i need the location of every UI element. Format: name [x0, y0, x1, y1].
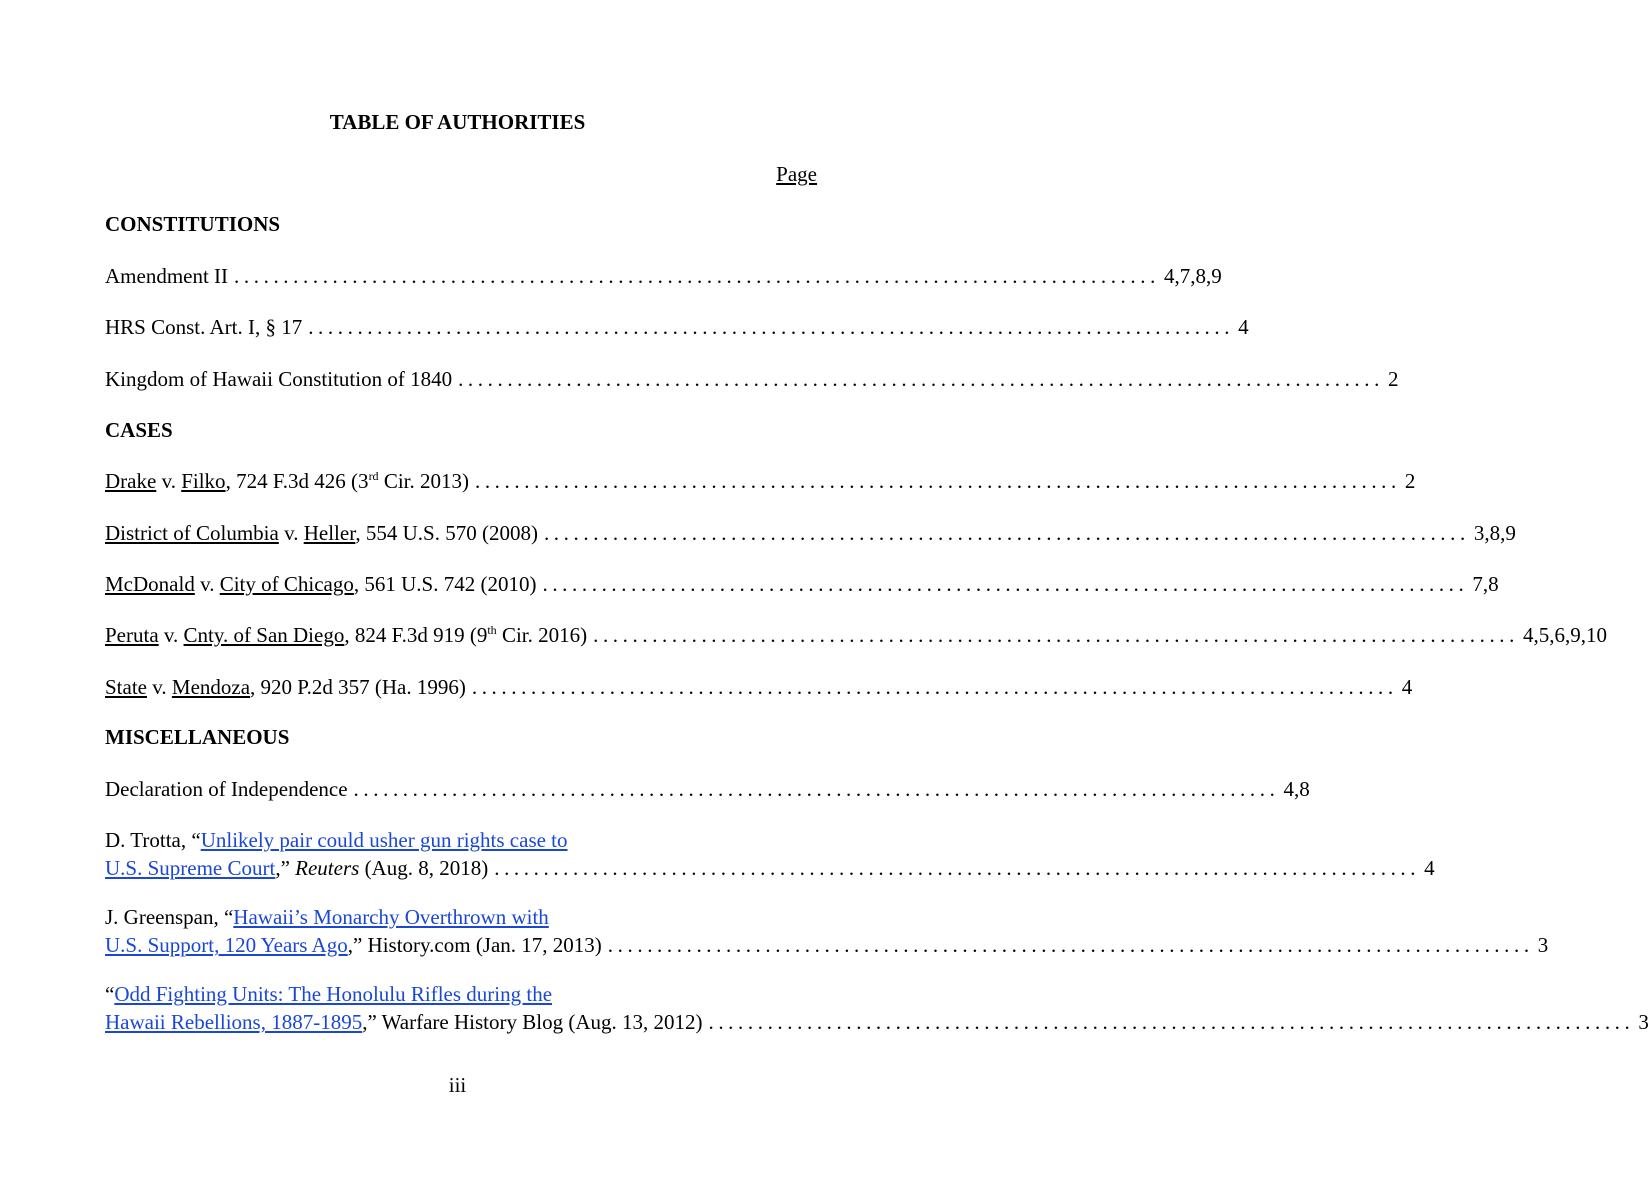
- dot-leader: ..............................................................................................: [458, 367, 1384, 391]
- ordinal-suffix: rd: [368, 469, 379, 483]
- versus: v.: [163, 623, 179, 647]
- article-link[interactable]: U.S. Support, 120 Years Ago: [105, 933, 348, 957]
- authority-text: Kingdom of Hawaii Constitution of 1840: [105, 367, 453, 391]
- article-link[interactable]: Unlikely pair could usher gun rights case to: [200, 828, 568, 852]
- open-quote: “: [105, 982, 115, 1006]
- publication-info: ,” Warfare History Blog (Aug. 13, 2012): [362, 1010, 703, 1034]
- page-reference: 2: [1404, 469, 1416, 493]
- article-author: J. Greenspan, “: [105, 905, 234, 929]
- article-author: D. Trotta, “: [105, 828, 201, 852]
- party-name: Mendoza: [171, 675, 251, 699]
- page-reference: 3: [1638, 1010, 1649, 1034]
- page-reference: 4,7,8,9: [1163, 264, 1222, 288]
- party-name: Heller: [303, 521, 356, 545]
- case-citation: [105, 570, 536, 598]
- section-heading-miscellaneous: MISCELLANEOUS: [105, 725, 290, 749]
- case-entry: [105, 467, 1416, 495]
- authority-text: Amendment II: [105, 264, 229, 288]
- party-name: District of Columbia: [105, 521, 279, 545]
- case-citation: [105, 673, 466, 701]
- page-reference: 3,8,9: [1473, 521, 1516, 545]
- article-link[interactable]: Hawaii Rebellions, 1887-1895: [105, 1010, 363, 1034]
- dot-leader: ..............................................................................................: [593, 623, 1520, 647]
- party-name: Peruta: [105, 623, 159, 647]
- versus: v.: [284, 521, 299, 545]
- dot-leader: ..............................................................................................: [607, 933, 1534, 957]
- court-year: Cir. 2016): [496, 623, 588, 647]
- reporter-cite: , 554 U.S. 570 (2008): [355, 521, 538, 545]
- party-name: McDonald: [105, 572, 195, 596]
- citation-punctuation: ,”: [275, 856, 296, 880]
- page-reference: 4,5,6,9,10: [1523, 623, 1608, 647]
- page-reference: 2: [1387, 367, 1399, 391]
- party-name: State: [105, 675, 147, 699]
- authority-entry: [105, 775, 1310, 803]
- versus: v.: [161, 469, 176, 493]
- dot-leader: ..............................................................................................: [474, 469, 1401, 493]
- authority-text: Declaration of Independence: [105, 777, 348, 801]
- party-name: Cnty. of San Diego: [183, 623, 345, 647]
- case-citation: [105, 519, 538, 547]
- reporter-cite: , 561 U.S. 742 (2010): [353, 572, 537, 596]
- versus: v.: [152, 675, 167, 699]
- dot-leader: ..............................................................................................: [543, 521, 1470, 545]
- page-reference: 4: [1401, 675, 1413, 699]
- case-entry: [105, 570, 1499, 598]
- reporter-cite: , 920 P.2d 357 (Ha. 1996): [250, 675, 466, 699]
- document-title: TABLE OF AUTHORITIES: [329, 110, 586, 134]
- ordinal-suffix: th: [487, 623, 497, 637]
- publication-name: Reuters: [295, 856, 360, 880]
- article-entry: [105, 980, 1649, 1036]
- dot-leader: ..............................................................................................: [234, 264, 1160, 288]
- versus: v.: [200, 572, 215, 596]
- case-citation: [105, 467, 469, 495]
- page-reference: 4,8: [1283, 777, 1310, 801]
- dot-leader: ..............................................................................................: [708, 1010, 1635, 1034]
- case-entry: [105, 673, 1413, 701]
- article-entry: [105, 903, 1549, 959]
- section-heading-cases: CASES: [105, 418, 173, 442]
- article-link[interactable]: Odd Fighting Units: The Honolulu Rifles during the: [114, 982, 553, 1006]
- authority-text: HRS Const. Art. I, § 17: [105, 315, 303, 339]
- authority-entry: [105, 313, 1249, 341]
- authority-entry: [105, 262, 1222, 290]
- article-link[interactable]: U.S. Supreme Court: [105, 856, 276, 880]
- reporter-cite: , 724 F.3d 426 (3: [225, 469, 369, 493]
- page-reference: 7,8: [1472, 572, 1499, 596]
- page-column-header: Page: [776, 162, 817, 186]
- party-name: Drake: [105, 469, 157, 493]
- page-reference: 4: [1238, 315, 1249, 339]
- dot-leader: ..............................................................................................: [494, 856, 1421, 880]
- page-reference: 4: [1424, 856, 1435, 880]
- case-citation: [105, 621, 587, 649]
- authority-entry: [105, 365, 1399, 393]
- article-citation: [105, 1008, 702, 1036]
- party-name: Filko: [181, 469, 226, 493]
- dot-leader: ..............................................................................................: [353, 777, 1280, 801]
- article-entry: [105, 826, 1435, 882]
- page-number: iii: [448, 1073, 467, 1097]
- party-name: City of Chicago: [219, 572, 354, 596]
- court-year: Cir. 2013): [378, 469, 469, 493]
- case-entry: [105, 519, 1516, 547]
- section-heading-constitutions: CONSTITUTIONS: [105, 212, 281, 236]
- article-citation: [105, 854, 488, 882]
- article-link[interactable]: Hawaii’s Monarchy Overthrown with: [233, 905, 549, 929]
- dot-leader: ..............................................................................................: [308, 315, 1235, 339]
- publication-info: ,” History.com (Jan. 17, 2013): [347, 933, 602, 957]
- case-entry: [105, 621, 1608, 649]
- dot-leader: ..............................................................................................: [471, 675, 1398, 699]
- article-citation: [105, 931, 602, 959]
- page-reference: 3: [1537, 933, 1549, 957]
- publication-date: (Aug. 8, 2018): [359, 856, 489, 880]
- dot-leader: ..............................................................................................: [542, 572, 1469, 596]
- reporter-cite: , 824 F.3d 919 (9: [344, 623, 488, 647]
